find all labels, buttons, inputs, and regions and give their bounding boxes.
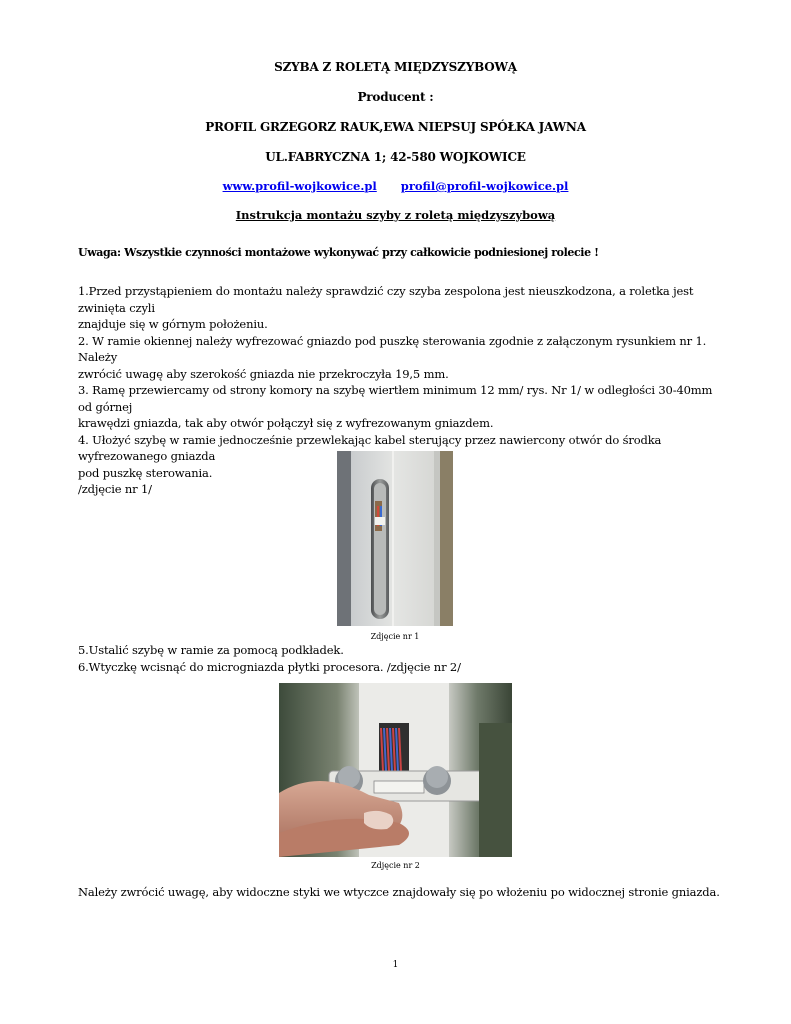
photo-2-plug-insertion bbox=[279, 683, 512, 857]
contact-links bbox=[0, 179, 791, 193]
email-link[interactable]: profil@profil-wojkowice.pl bbox=[400, 179, 569, 193]
step-6: 6.Wtyczkę wcisnąć do microgniazda płytki procesora. /zdjęcie nr 2/ bbox=[78, 659, 461, 674]
step-1-line-2: znajduje się w górnym położeniu. bbox=[78, 317, 268, 331]
step-4-photo-ref: /zdjęcie nr 1/ bbox=[78, 482, 152, 496]
photo-1-frame-socket bbox=[337, 451, 453, 626]
photo-1-caption: Zdjęcie nr 1 bbox=[370, 632, 420, 641]
step-5: 5.Ustalić szybę w ramie za pomocą podkładek. bbox=[78, 643, 344, 657]
warning-note: Uwaga: Wszystkie czynności montażowe wykonywać przy całkowicie podniesionej rolecie ! bbox=[78, 246, 599, 259]
photo-2-caption: Zdjęcie nr 2 bbox=[371, 861, 420, 870]
page-number: 1 bbox=[392, 960, 399, 970]
step-2-line-1: 2. W ramie okiennej należy wyfrezować gniazdo pod puszkę sterowania zgodnie z załączonym rysunkiem nr 1. Należy bbox=[78, 333, 707, 364]
step-4-line-1: 4. Ułożyć szybę w ramie jednocześnie przewlekając kabel sterujący przez nawiercony otwór do środka wyfrezowanego gniazda bbox=[78, 432, 662, 463]
steps-5-6 bbox=[78, 642, 718, 675]
company-name: PROFIL GRZEGORZ RAUK,EWA NIEPSUJ SPÓŁKA JAWNA bbox=[205, 120, 586, 134]
step-3-line-1: 3. Ramę przewiercamy od strony komory na szybę wiertłem minimum 12 mm/ rys. Nr 1/ w odległości 30-40mm od górnej bbox=[78, 383, 713, 414]
document-title: SZYBA Z ROLETĄ MIĘDZYSZYBOWĄ bbox=[274, 60, 517, 74]
step-2-line-2: zwrócić uwagę aby szerokość gniazda nie przekroczyła 19,5 mm. bbox=[78, 366, 449, 381]
company-address: UL.FABRYCZNA 1; 42-580 WOJKOWICE bbox=[265, 150, 526, 164]
instruction-subtitle: Instrukcja montażu szyby z roletą międzyszybową bbox=[235, 208, 556, 222]
step-1-line-1: 1.Przed przystąpieniem do montażu należy sprawdzić czy szyba zespolona jest nieuszkodzona, a roletka jest zwinięta czyli bbox=[78, 284, 694, 315]
step-4-line-2: pod puszkę sterowania. bbox=[78, 465, 213, 480]
producer-label: Producent : bbox=[357, 90, 434, 104]
final-note: Należy zwrócić uwagę, aby widoczne styki we wtyczce znajdowały się po włożeniu po widocznej stronie gniazda. bbox=[78, 885, 720, 899]
website-link[interactable]: www.profil-wojkowice.pl bbox=[222, 179, 377, 193]
step-3-line-2: krawędzi gniazda, tak aby otwór połączył się z wyfrezowanym gniazdem. bbox=[78, 416, 494, 430]
